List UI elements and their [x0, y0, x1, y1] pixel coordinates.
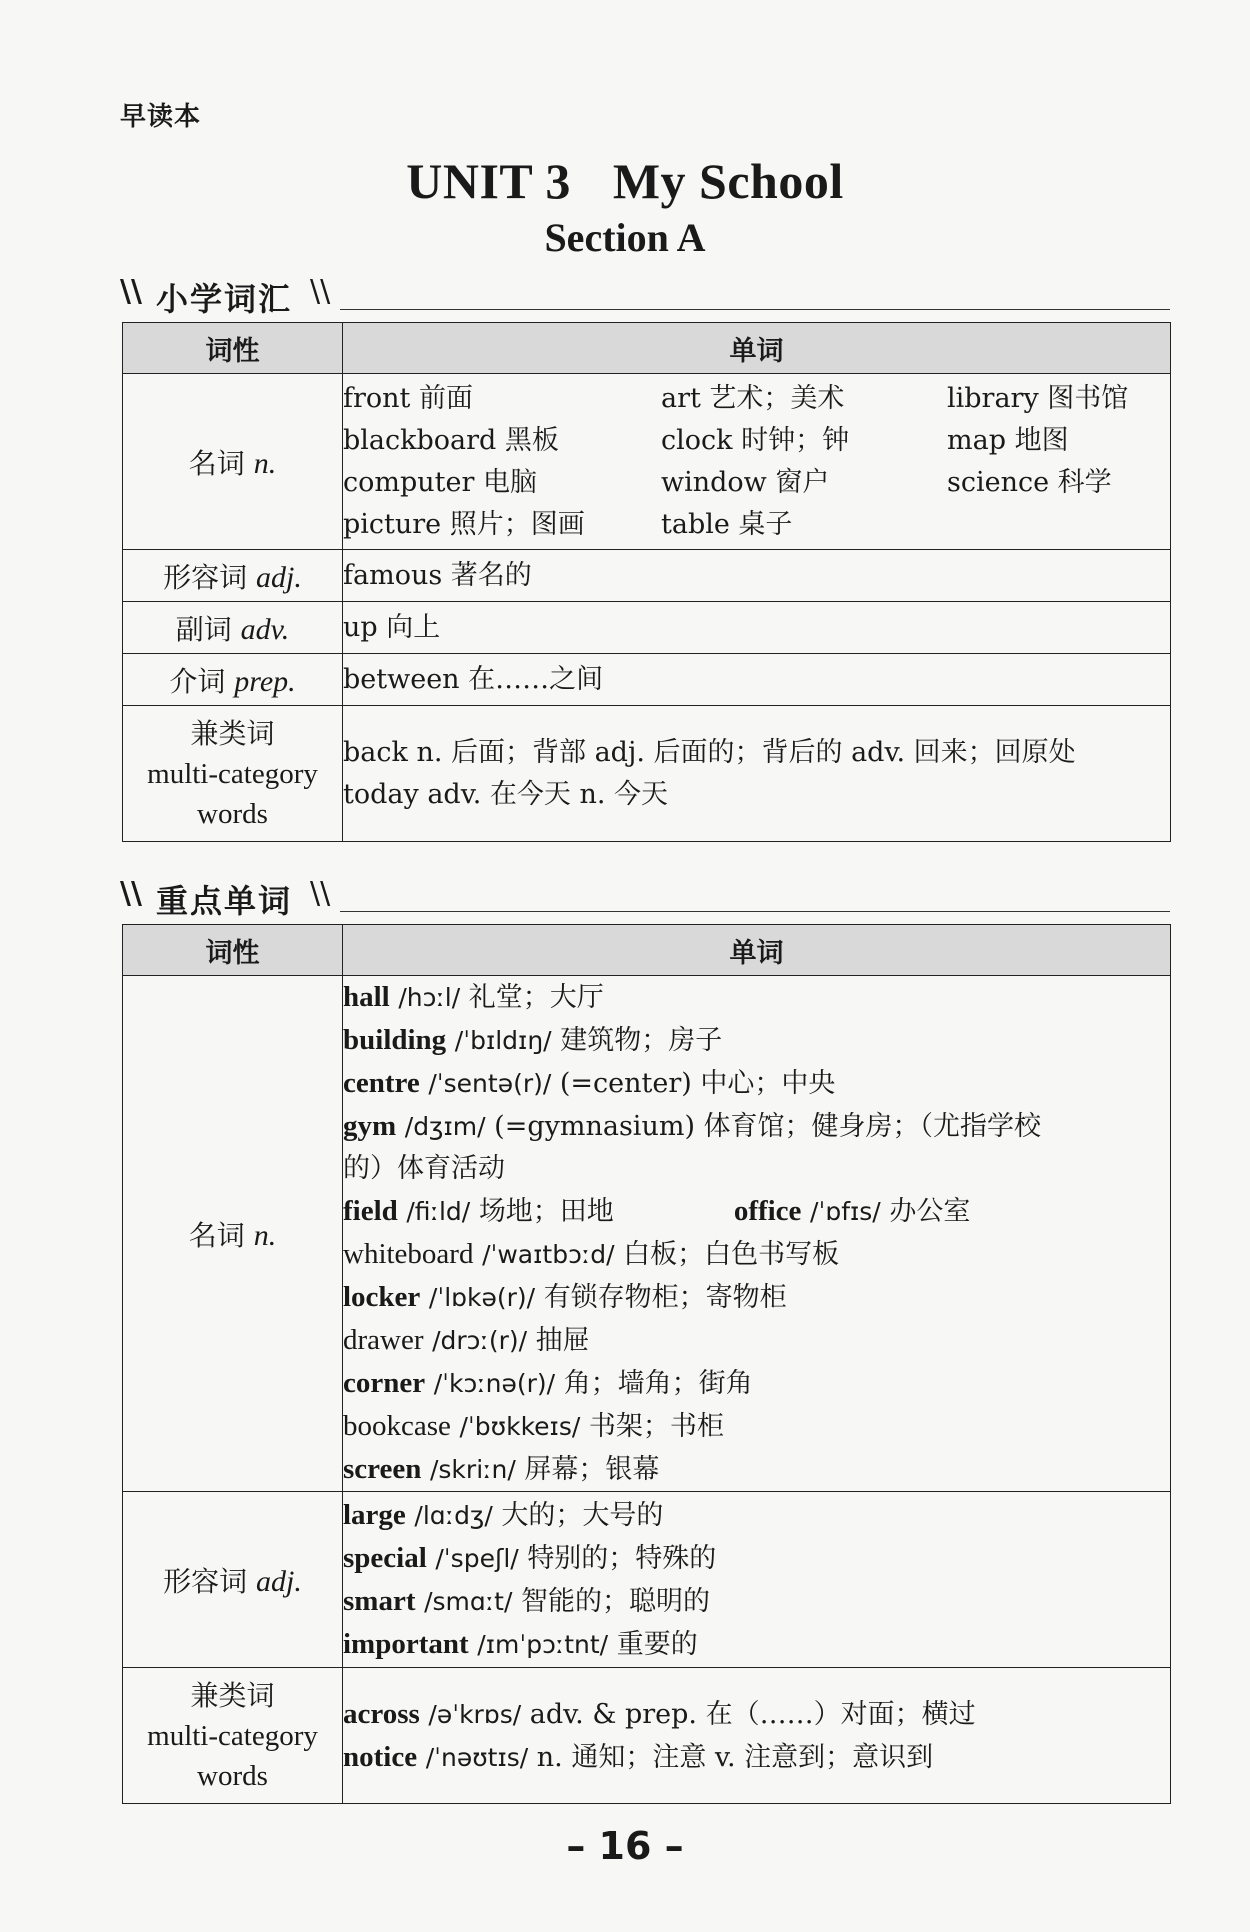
words-cell — [343, 976, 1171, 1492]
divider — [340, 309, 1170, 310]
word-entry: bookcase /ˈbʊkkeɪs/ 书架；书柜 — [343, 1410, 724, 1442]
word-entry: hall /hɔːl/ 礼堂；大厅 — [343, 981, 604, 1013]
section-subtitle: Section A — [544, 215, 706, 260]
column-header-pos: 词性 — [123, 323, 343, 374]
word-entry: locker /ˈlɒkə(r)/ 有锁存物柜；寄物柜 — [343, 1281, 787, 1313]
word-entry: building /ˈbɪldɪŋ/ 建筑物；房子 — [343, 1024, 723, 1056]
slash-mark-icon: \\ — [310, 274, 331, 309]
pos-cell: 名词 n. — [123, 374, 343, 550]
slash-mark-icon: \\ — [120, 274, 142, 309]
word-entry: drawer /drɔː(r)/ 抽屉 — [343, 1324, 590, 1356]
table-row — [123, 550, 1171, 602]
words-cell: up 向上 — [343, 602, 1171, 654]
words-cell: back n. 后面；背部 adj. 后面的；背后的 adv. 回来；回原处 today adv. 在今天 n. 今天 — [343, 706, 1171, 842]
column-header-words: 单词 — [343, 323, 1171, 374]
word-entry: field /fiːld/ 场地；田地 office /ˈɒfɪs/ 办公室 — [343, 1195, 971, 1227]
words-cell: famous 著名的 — [343, 550, 1171, 602]
pos-cell: 兼类词 multi-category words — [123, 706, 343, 842]
table-row — [123, 706, 1171, 842]
word-entry: gym /dʒɪm/ (=gymnasium) 体育馆；健身房；（尤指学校 — [343, 1110, 1042, 1142]
section-heading-primary-vocab — [120, 272, 1170, 316]
word-entry: special /ˈspeʃl/ 特别的；特殊的 — [343, 1541, 717, 1574]
pos-cell: 形容词 adj. — [123, 550, 343, 602]
page-number: – 16 – — [566, 1824, 684, 1868]
table-header-row — [123, 925, 1171, 976]
word-entry: notice /ˈnəʊtɪs/ n. 通知；注意 v. 注意到；意识到 — [343, 1740, 934, 1773]
word-entry: large /lɑːdʒ/ 大的；大号的 — [343, 1498, 664, 1531]
table-row — [123, 1668, 1171, 1804]
pos-cell: 介词 prep. — [123, 654, 343, 706]
column-header-pos: 词性 — [123, 925, 343, 976]
word-entry: important /ɪmˈpɔːtnt/ 重要的 — [343, 1627, 698, 1660]
pos-cell: 名词 n. — [123, 976, 343, 1492]
pos-cell: 形容词 adj. — [123, 1492, 343, 1668]
table-row — [123, 374, 1171, 550]
words-cell — [343, 1668, 1171, 1804]
word-entry: across /əˈkrɒs/ adv. & prep. 在（……）对面；横过 — [343, 1697, 976, 1730]
primary-vocab-table — [122, 322, 1171, 842]
section-heading-label: 小学词汇 — [156, 280, 293, 318]
unit-title — [0, 152, 1250, 210]
word-entry: screen /skriːn/ 屏幕；银幕 — [343, 1453, 660, 1485]
words-cell: between 在……之间 — [343, 654, 1171, 706]
unit-number: UNIT 3 — [406, 153, 571, 209]
table-row — [123, 602, 1171, 654]
slash-mark-icon: \\ — [310, 876, 331, 911]
words-cell — [343, 374, 1171, 550]
slash-mark-icon: \\ — [120, 876, 142, 911]
section-heading-key-words — [120, 874, 1170, 918]
column-header-words: 单词 — [343, 925, 1171, 976]
table-row — [123, 1492, 1171, 1668]
word-entry: smart /smɑːt/ 智能的；聪明的 — [343, 1584, 710, 1617]
word-entry-continued: 的）体育活动 — [343, 1153, 505, 1184]
table-row — [123, 976, 1171, 1492]
divider — [340, 911, 1170, 912]
pos-cell: 副词 adv. — [123, 602, 343, 654]
table-header-row — [123, 323, 1171, 374]
section-heading-label: 重点单词 — [156, 882, 293, 920]
word-entry: corner /ˈkɔːnə(r)/ 角；墙角；街角 — [343, 1367, 753, 1399]
noun-word-grid: front 前面 art 艺术；美术 library 图书馆 blackboard 黑板 clock 时钟；钟 map 地图 computer 电脑 window 窗户 science 科学 picture 照片；图画 table 桌子 — [343, 382, 1129, 540]
word-entry: centre /ˈsentə(r)/ (=center) 中心；中央 — [343, 1067, 836, 1099]
pos-cell: 兼类词 multi-category words — [123, 1668, 343, 1804]
unit-name: My School — [612, 153, 844, 209]
key-words-table — [122, 924, 1171, 1804]
words-cell — [343, 1492, 1171, 1668]
word-entry: whiteboard /ˈwaɪtbɔːd/ 白板；白色书写板 — [343, 1238, 840, 1270]
table-row — [123, 654, 1171, 706]
book-tag: 早读本 — [120, 102, 202, 132]
